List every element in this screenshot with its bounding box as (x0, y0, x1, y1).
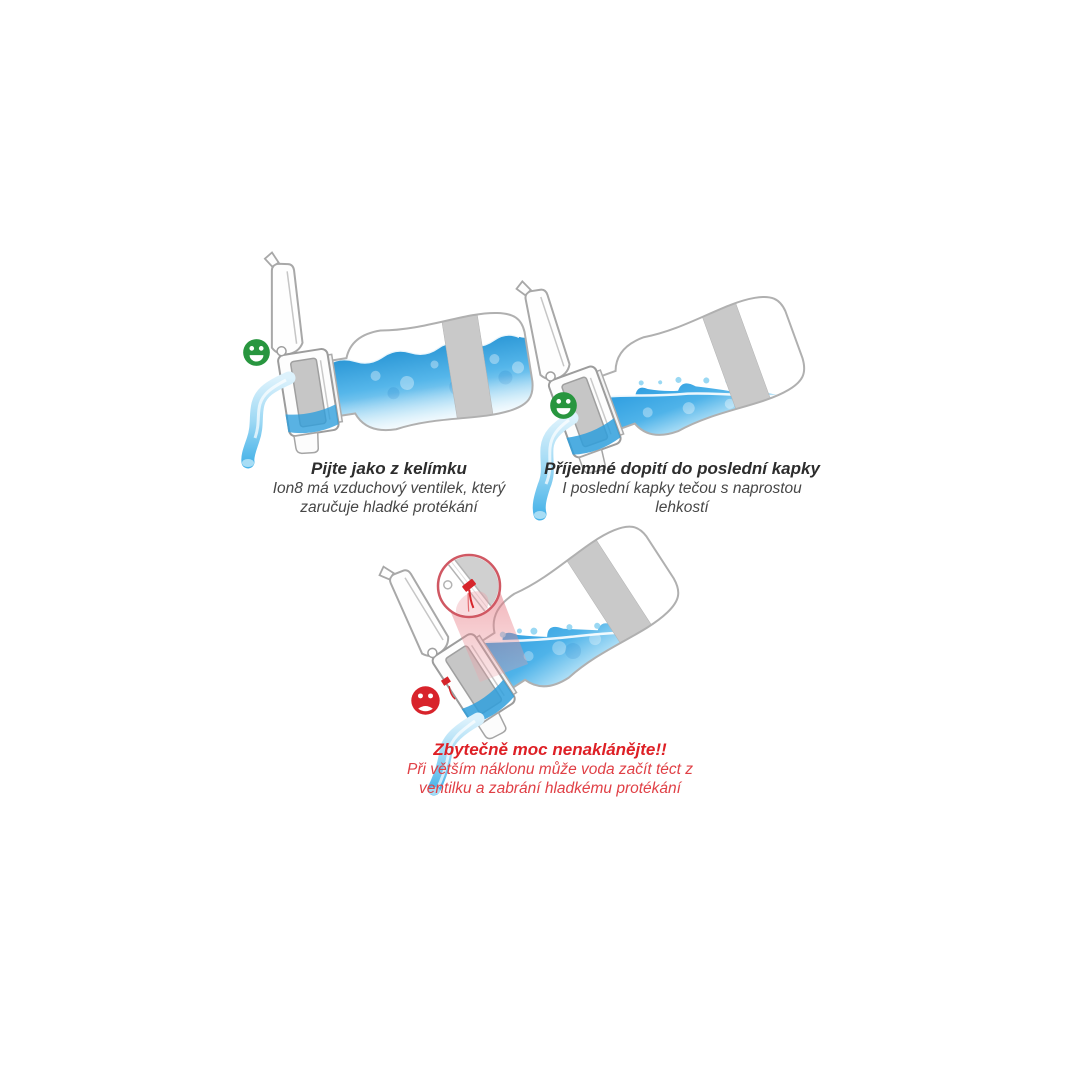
caption-title: Příjemné dopití do poslední kapky (544, 459, 820, 478)
caption-do-not-overtilt (390, 740, 710, 798)
caption-line: lehkostí (655, 499, 709, 516)
caption-pour-like-cup (229, 459, 549, 517)
caption-title: Zbytečně moc nenaklánějte!! (433, 740, 667, 759)
happy-face-icon (550, 392, 577, 419)
caption-line: zaručuje hladké protékání (300, 499, 478, 516)
caption-line: Při větším náklonu může voda začít téct z (406, 761, 693, 778)
bottle (257, 214, 548, 457)
happy-face-icon (243, 339, 270, 366)
caption-line: Ion8 má vzduchový ventilek, který (272, 480, 506, 497)
caption-title: Pijte jako z kelímku (311, 459, 467, 478)
caption-line: I poslední kapky tečou s naprostou (562, 480, 802, 497)
sad-face-icon (411, 686, 439, 714)
flip-lid (257, 250, 307, 357)
caption-last-drop (522, 459, 842, 517)
caption-line: ventilku a zabrání hladkému protékání (419, 780, 681, 797)
panel-pour-like-cup-illustration (225, 250, 535, 465)
cap (276, 339, 346, 456)
